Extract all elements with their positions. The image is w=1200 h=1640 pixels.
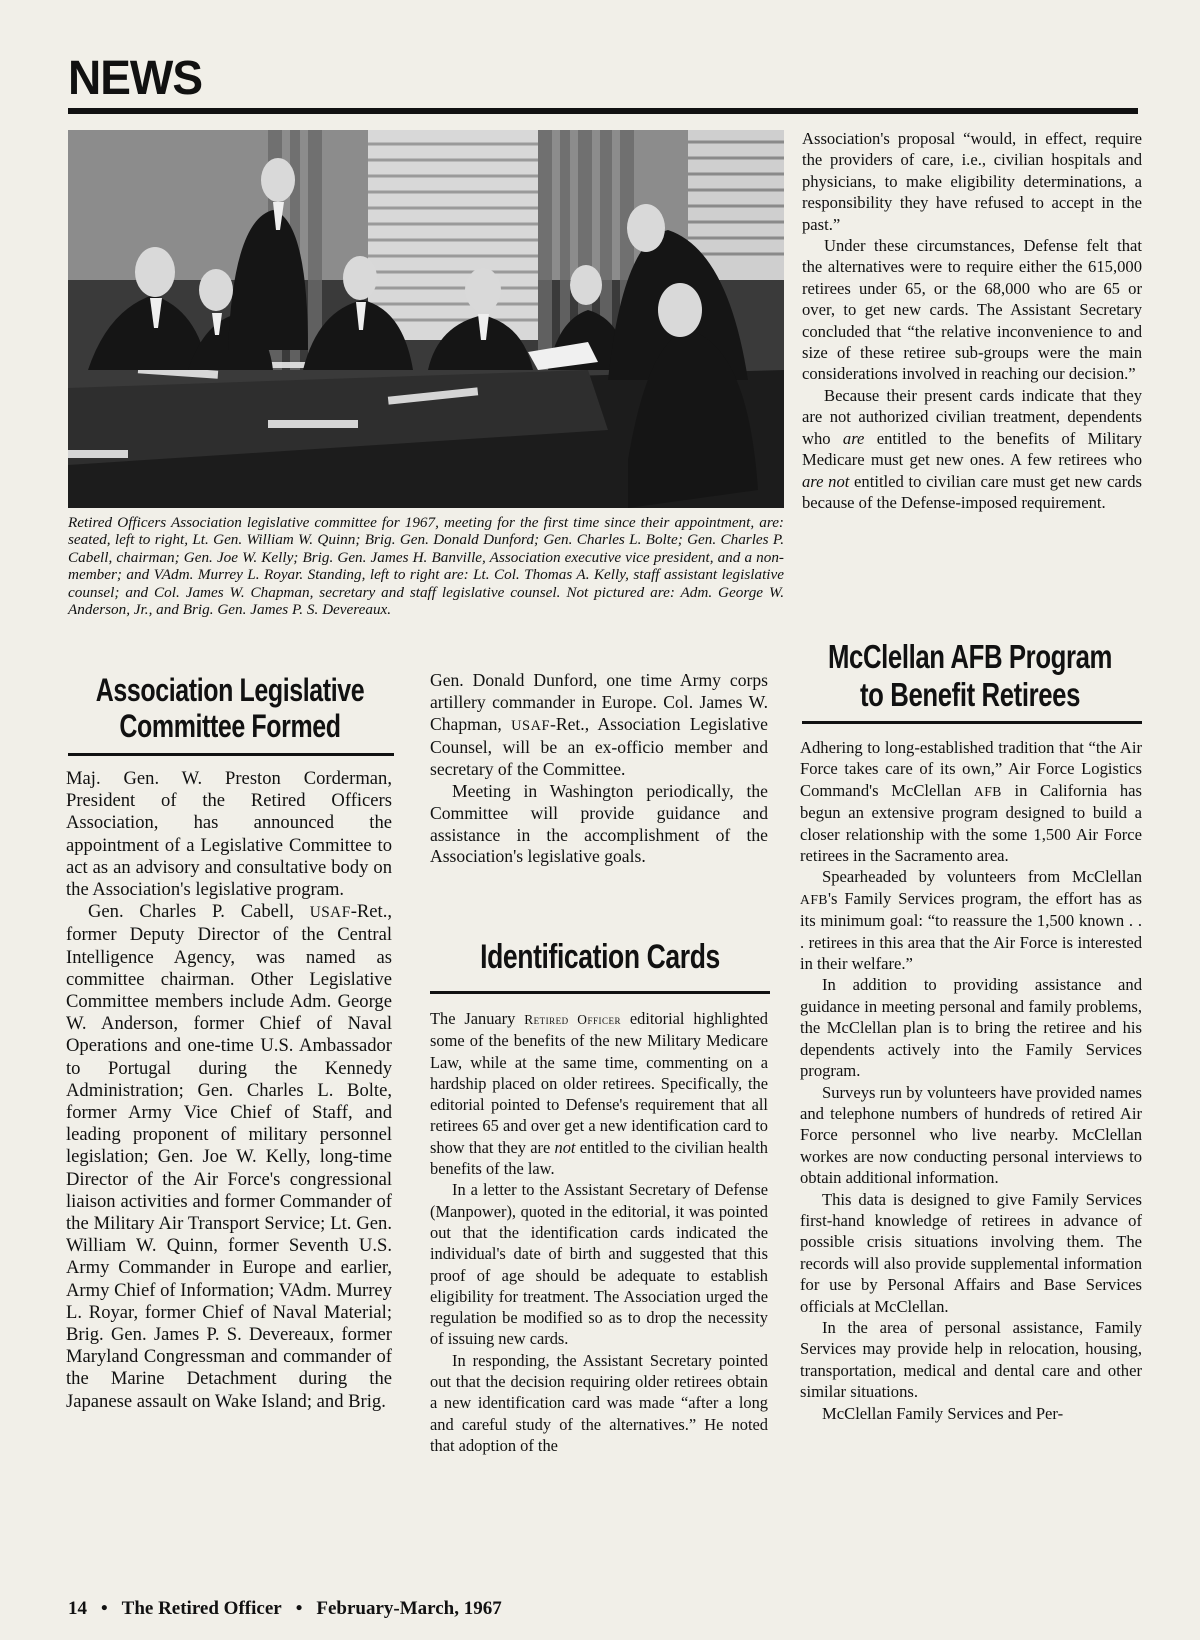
article1-headline-line2: Committee Formed	[119, 708, 341, 744]
article3-headline-line2: to Benefit Retirees	[859, 676, 1081, 713]
article3-paragraph: In the area of personal assistance, Family Services may provide help in relocation, housing, transportation, medical and dental care and other similar situations.	[800, 1317, 1142, 1402]
article3-body	[800, 737, 1142, 1424]
top-rule	[68, 108, 1138, 114]
article1-paragraph: Maj. Gen. W. Preston Corderman, President of the Retired Officers Association, has announced the appointment of a Legislative Committee to act as an advisory and consultative body on the Association's legislative program.	[66, 768, 392, 901]
article3-headline	[822, 638, 1118, 714]
article3-paragraph: This data is designed to give Family Services first-hand knowledge of retirees in advance of possible crisis situations involving them. The records will also provide supplemental information for use by Personal Affairs and Base Services officials at McClellan.	[800, 1189, 1142, 1316]
magazine-name: Retired Officer	[524, 1012, 621, 1027]
article1-paragraph	[430, 670, 768, 781]
article1-headline	[82, 672, 378, 744]
magazine-title: The Retired Officer	[121, 1598, 282, 1619]
text-run: -Ret., Association Legislative Counsel, will be an ex-officio member and secretary of the Committee.	[430, 713, 768, 780]
text-run: editorial highlighted some of the benefits of the new Military Medicare Law, while at the same time, commenting on a hardship placed on older retirees. Specifically, the editorial pointed to Defense's requirement that all retirees 65 and over get a new identification card to show that they are	[430, 1009, 768, 1157]
text-run: Gen. Donald Dunford, one time Army corps artillery commander in Europe. Col. James W. Chapman,	[430, 670, 768, 734]
article1-rule	[68, 753, 394, 756]
article3-rule	[802, 721, 1142, 724]
page-footer	[68, 1598, 516, 1620]
article2-paragraph: In responding, the Assistant Secretary pointed out that the decision requiring older retirees obtain a new identification card was made “after a long and careful study of the alternatives.” He noted that adoption of the	[430, 1350, 768, 1455]
text-run: Adhering to long-established tradition that “the Air Force takes care of its own,” Air Force Logistics Command's McClellan	[800, 738, 1142, 800]
article1-headline-line1: Association Legislative	[95, 672, 365, 708]
text-run: entitled to the benefits of Military Medicare must get new ones. A few retirees who	[802, 428, 1142, 470]
article2-headline-text: Identification Cards	[480, 938, 720, 976]
emphasis: not	[554, 1137, 576, 1157]
article3-headline-line1: McClellan AFB Program	[827, 638, 1113, 675]
article2-paragraph	[430, 1008, 768, 1179]
article3-paragraph	[800, 866, 1142, 974]
article2-paragraph: In a letter to the Assistant Secretary of Defense (Manpower), quoted in the editorial, it was pointed out that the identification cards indicated the individual's date of birth and suggested that this proof of age should be adequate to establish eligibility for treatment. The Association urged the regulation be modified so as to drop the necessity of issuing new cards.	[430, 1180, 768, 1349]
article1-body-continued	[430, 670, 768, 868]
article1-paragraph: Meeting in Washington periodically, the Committee will provide guidance and assistance in the accomplishment of the Association's legislative goals.	[430, 780, 768, 867]
abbr-usaf: USAF	[309, 904, 351, 922]
text-run: entitled to civilian care must get new cards because of the Defense-imposed requirement.	[802, 471, 1143, 512]
text-run: 's Family Services program, the effort has as its minimum goal: “to reassure the 1,500 known . . . retirees in this area that the Air Force is interested in their welfare.”	[800, 888, 1142, 974]
article3-paragraph	[800, 737, 1142, 866]
article3-paragraph: Surveys run by volunteers have provided names and telephone numbers of hundreds of retired Air Force personnel who live nearby. McClellan workes are now conducting personal interviews to obtain additional information.	[800, 1082, 1142, 1188]
abbr-afb: AFB	[800, 891, 828, 907]
article2-headline	[460, 938, 741, 976]
article1-body	[66, 768, 392, 1413]
article1-paragraph	[66, 901, 392, 1413]
committee-photo	[68, 130, 784, 508]
text-run: The January	[430, 1009, 525, 1028]
issue-date: February-March, 1967	[316, 1598, 502, 1619]
caption-text: Retired Officers Association legislative committee for 1967, meeting for the first time since their appointment, are: seated, left to right, Lt. Gen. William W. Quinn; Brig. Gen. Donald Dunford; Gen. Charles L. Bolte; Gen. Charles P. Cabell, chairman; Gen. Joe W. Kelly; Brig. Gen. James H. Banville, Association executive vice president, and a non-member; and VAdm. Murrey L. Royar. Standing, left to right are: Lt. Col. Thomas A. Kelly, staff assistant legislative counsel; and Col. James W. Chapman, secretary and staff legislative counsel. Not pictured are: Adm. George W. Anderson, Jr., and Brig. Gen. James P. S. Devereaux.	[68, 514, 784, 619]
text-run: Gen. Charles P. Cabell,	[88, 901, 310, 923]
article2-rule	[430, 991, 770, 994]
footer-bullet: •	[295, 1598, 303, 1619]
text-run: entitled to the civilian health benefits of the law.	[430, 1137, 769, 1179]
article3-paragraph: McClellan Family Services and Per-	[822, 1403, 1064, 1423]
article3-paragraph: In addition to providing assistance and guidance in meeting personal and family problems, the McClellan plan is to bring the retiree and his dependents actively into the Family Services program.	[800, 975, 1142, 1081]
abbr-usaf: USAF	[511, 717, 551, 734]
photo-caption	[68, 514, 784, 618]
emphasis: are not	[802, 471, 850, 491]
text-run: in California has begun an extensive program designed to build a closer relationship with the some 1,500 Air Force retirees in the Sacramento area.	[800, 780, 1142, 866]
text-run: Spearheaded by volunteers from McClellan	[822, 867, 1142, 887]
article2-paragraph: Association's proposal “would, in effect, require the providers of care, i.e., civilian hospitals and physicians, to make eligibility determinations, a responsibility they have refused to accept in the past.”	[802, 129, 1142, 234]
emphasis: are	[842, 428, 865, 448]
page-number: 14	[68, 1598, 87, 1619]
article2-body-continued	[802, 128, 1142, 513]
abbr-afb: AFB	[973, 783, 1002, 799]
text-run: -Ret., former Deputy Director of the Central Intelligence Agency, was named as committee chairman. Other Legislative Committee members include Adm. George W. Anderson, former Chief of Naval Operations and one-time U.S. Ambassador to Portugal during the Kennedy Administration; Gen. Charles L. Bolte, former Army Vice Chief of Staff, and leading proponent of military personnel legislation; Gen. Joe W. Kelly, long-time Director of the Air Force's congressional liaison activities and former Commander of the Military Air Transport Service; Lt. Gen. William W. Quinn, former Seventh U.S. Army Commander in Europe and earlier, Army Chief of Information; VAdm. Murrey L. Royar, former Chief of Naval Material; Brig. Gen. James P. S. Devereaux, former Maryland Congressman and commander of the Marine Detachment during the Japanese assault on Wake Island; and Brig.	[66, 901, 392, 1412]
footer-bullet: •	[101, 1598, 108, 1619]
article2-body	[430, 1008, 768, 1456]
article2-paragraph	[802, 385, 1142, 513]
article2-paragraph: Under these circumstances, Defense felt that the alternatives were to require either the 615,000 retirees under 65, or the 68,000 who are 65 or over, to get new cards. The Assistant Secretary concluded that “the relative inconvenience to and size of these retiree sub-groups were the main considerations involved in reaching our decision.”	[802, 236, 1142, 384]
section-title: NEWS	[68, 49, 202, 105]
text-run: Because their present cards indicate that they are not authorized civilian treatment, dependents who	[802, 385, 1142, 448]
